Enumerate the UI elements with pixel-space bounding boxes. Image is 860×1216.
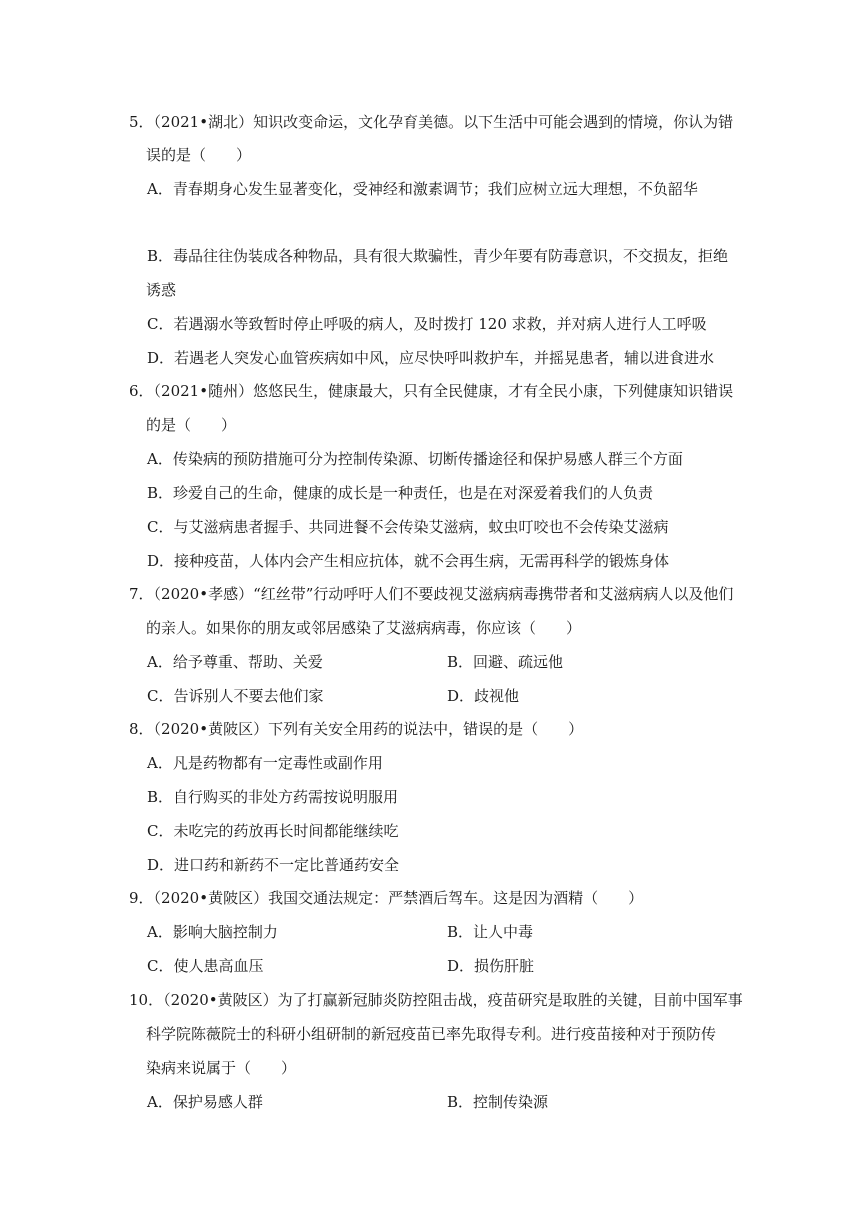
question-5-option-d: D．若遇老人突发心血管疾病如中风，应尽快呼叫救护车，并摇晃患者，辅以进食进水 <box>147 349 715 367</box>
question-7-stem: 7．（2020•孝感）“红丝带”行动呼吁人们不要歧视艾滋病病毒携带者和艾滋病病人以及他们 <box>129 585 734 603</box>
question-9-option-c: C．使人患高血压 <box>147 957 264 975</box>
question-8-stem: 8．（2020•黄陂区）下列有关安全用药的说法中，错误的是（ ） <box>129 720 584 738</box>
question-7-option-a: A．给予尊重、帮助、关爱 <box>147 653 323 671</box>
question-10-option-a: A．保护易感人群 <box>147 1093 263 1111</box>
question-6-stem: 6．（2021•随州）悠悠民生，健康最大，只有全民健康，才有全民小康，下列健康知识错误 <box>129 382 734 400</box>
question-5-option-b-cont: 诱惑 <box>146 281 177 299</box>
question-5-option-b: B．毒品往往伪装成各种物品，具有很大欺骗性，青少年要有防毒意识，不交损友，拒绝 <box>147 247 729 265</box>
question-10-option-b: B．控制传染源 <box>447 1093 549 1111</box>
question-8-option-b: B．自行购买的非处方药需按说明服用 <box>147 788 399 806</box>
question-7-stem-cont: 的亲人。如果你的朋友或邻居感染了艾滋病病毒，你应该（ ） <box>146 619 582 637</box>
question-5-stem: 5．（2021•湖北）知识改变命运，文化孕育美德。以下生活中可能会遇到的情境，你认为错 <box>129 113 734 131</box>
question-6-option-d: D．接种疫苗，人体内会产生相应抗体，就不会再生病，无需再科学的锻炼身体 <box>147 552 670 570</box>
question-6-option-b: B．珍爱自己的生命，健康的成长是一种责任，也是在对深爱着我们的人负责 <box>147 484 654 502</box>
question-5-option-c: C．若遇溺水等致暂时停止呼吸的病人，及时拨打 120 求救，并对病人进行人工呼吸 <box>147 315 707 333</box>
question-9-option-d: D．损伤肝脏 <box>447 957 535 975</box>
question-9-option-b: B．让人中毒 <box>447 923 534 941</box>
question-8-option-d: D．进口药和新药不一定比普通药安全 <box>147 856 400 874</box>
question-10-stem: 10．（2020•黄陂区）为了打赢新冠肺炎防控阻击战，疫苗研究是取胜的关键，目前中国军事 <box>129 991 743 1009</box>
question-5-stem-cont: 误的是（ ） <box>146 146 252 164</box>
question-8-option-c: C．未吃完的药放再长时间都能继续吃 <box>147 822 399 840</box>
question-5-option-a: A．青春期身心发生显著变化，受神经和激素调节；我们应树立远大理想，不负韶华 <box>147 180 698 198</box>
question-7-option-c: C．告诉别人不要去他们家 <box>147 687 324 705</box>
question-6-option-c: C．与艾滋病患者握手、共同进餐不会传染艾滋病，蚊虫叮咬也不会传染艾滋病 <box>147 518 669 536</box>
question-10-stem-cont: 科学院陈薇院士的科研小组研制的新冠疫苗已率先取得专利。进行疫苗接种对于预防传 <box>146 1025 717 1043</box>
question-7-option-d: D．歧视他 <box>447 687 520 705</box>
question-6-stem-cont: 的是（ ） <box>146 416 237 434</box>
question-7-option-b: B．回避、疏远他 <box>447 653 564 671</box>
question-10-stem-cont2: 染病来说属于（ ） <box>146 1059 297 1077</box>
question-9-stem: 9．（2020•黄陂区）我国交通法规定：严禁酒后驾车。这是因为酒精（ ） <box>129 889 644 907</box>
question-8-option-a: A．凡是药物都有一定毒性或副作用 <box>147 754 383 772</box>
question-9-option-a: A．影响大脑控制力 <box>147 923 278 941</box>
question-6-option-a: A．传染病的预防措施可分为控制传染源、切断传播途径和保护易感人群三个方面 <box>147 450 683 468</box>
